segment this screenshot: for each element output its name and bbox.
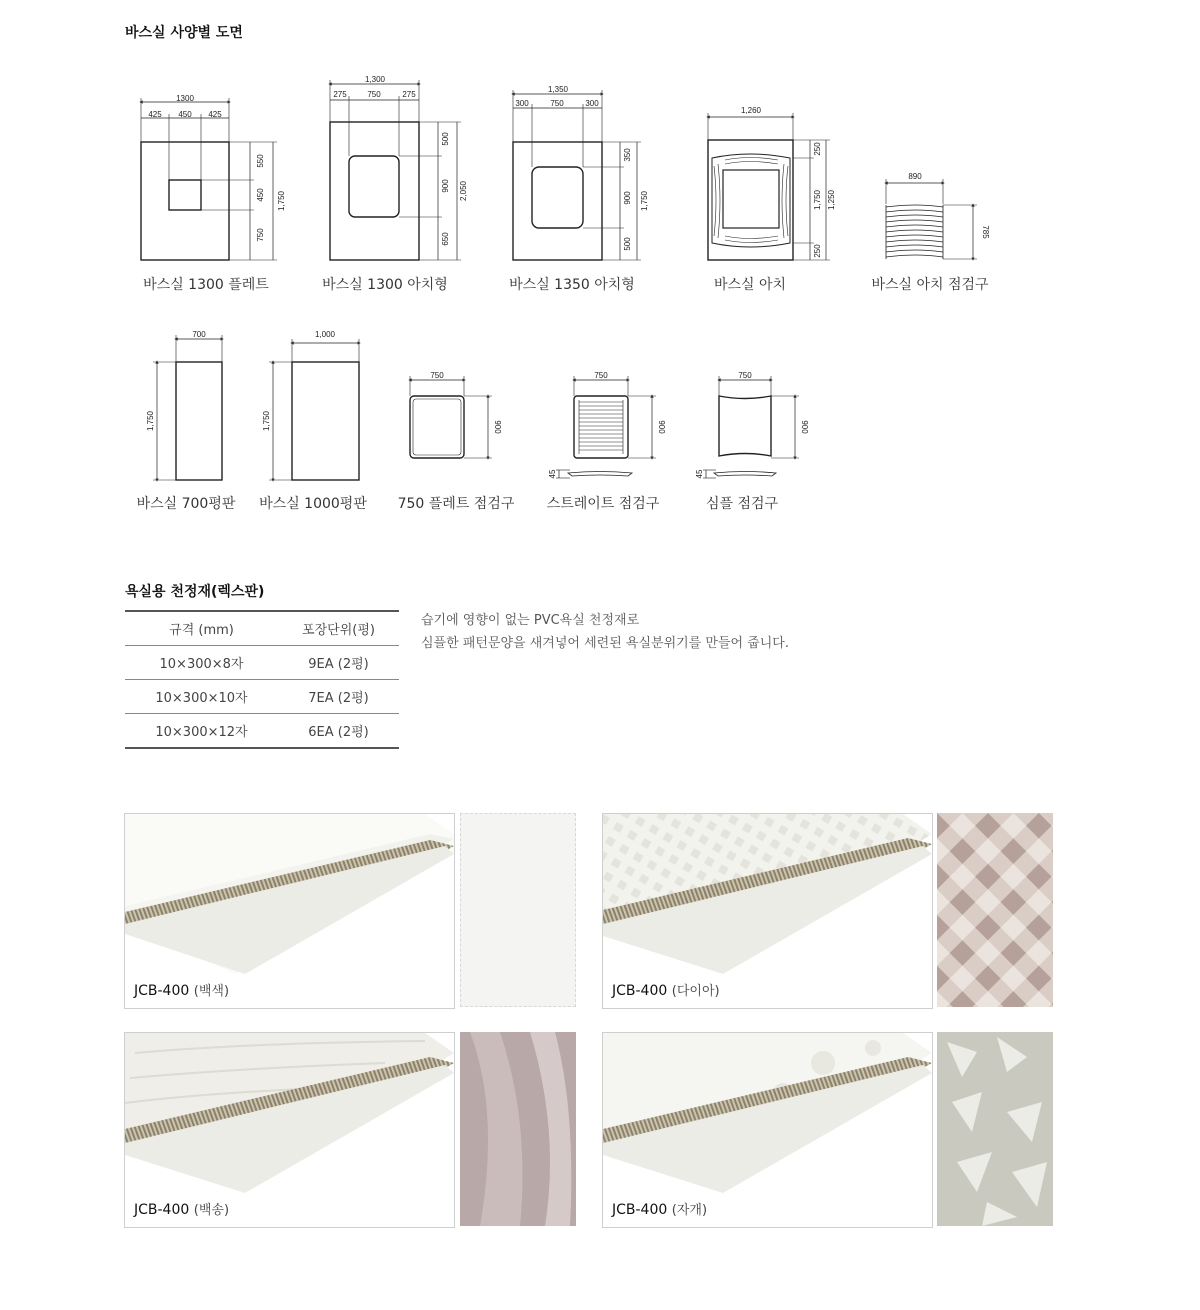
drawing-caption: 심플 점검구 bbox=[705, 496, 779, 512]
table-cell: 9EA (2평) bbox=[308, 657, 369, 672]
drawing-1000-panel bbox=[269, 339, 359, 480]
dim-label: 750 bbox=[550, 99, 564, 108]
table-row bbox=[125, 680, 399, 714]
swatch-diamond bbox=[937, 813, 1053, 1007]
product-card-pine bbox=[124, 1032, 455, 1228]
dim-label: 750 bbox=[430, 371, 444, 380]
swatch-white bbox=[460, 813, 576, 1007]
dim-label: 250 bbox=[813, 142, 822, 156]
dim-label: 890 bbox=[908, 172, 922, 181]
dim-label: 900 bbox=[657, 420, 666, 434]
dim-label: 650 bbox=[441, 232, 450, 246]
product-label bbox=[612, 1199, 707, 1218]
dim-label: 1,750 bbox=[640, 190, 649, 212]
drawing-caption: 바스실 1300 아치형 bbox=[322, 277, 448, 293]
dim-label: 300 bbox=[515, 99, 529, 108]
dim-label: 450 bbox=[256, 188, 265, 202]
dim-label: 1,300 bbox=[364, 75, 386, 84]
dim-label: 300 bbox=[585, 99, 599, 108]
dim-label: 750 bbox=[256, 228, 265, 242]
dim-label: 425 bbox=[208, 110, 222, 119]
product-variant: (백색) bbox=[193, 984, 230, 999]
dim-label: 275 bbox=[333, 90, 347, 99]
drawing-arch bbox=[708, 113, 830, 260]
swatch-pearl bbox=[937, 1032, 1053, 1226]
dim-label: 1,750 bbox=[146, 410, 155, 432]
dim-label: 750 bbox=[738, 371, 752, 380]
dim-label: 750 bbox=[367, 90, 381, 99]
description-line: 습기에 영향이 없는 PVC욕실 천정재로 bbox=[421, 613, 640, 628]
product-card-diamond bbox=[602, 813, 933, 1009]
drawing-caption: 바스실 1350 아치형 bbox=[509, 277, 635, 293]
dim-label: 900 bbox=[441, 179, 450, 193]
table-cell: 10×300×12자 bbox=[155, 725, 248, 740]
dim-label: 250 bbox=[813, 244, 822, 258]
drawing-caption: 바스실 1300 플레트 bbox=[143, 277, 269, 293]
product-card-pearl bbox=[602, 1032, 933, 1228]
product-variant: (자개) bbox=[671, 1203, 708, 1218]
product-label bbox=[134, 1199, 229, 1218]
panel-image bbox=[125, 814, 454, 1008]
dim-label: 1,260 bbox=[740, 106, 762, 115]
dim-label: 1,750 bbox=[813, 189, 822, 211]
panel-image bbox=[603, 814, 932, 1008]
dim-label: 900 bbox=[623, 191, 632, 205]
product-model: JCB-400 bbox=[134, 983, 190, 999]
description-line: 심플한 패턴문양을 새겨넣어 세련된 욕실분위기를 만들어 줍니다. bbox=[421, 636, 789, 651]
table-header: 규격 (mm) bbox=[169, 623, 234, 638]
drawing-750-flat-access bbox=[410, 376, 492, 458]
table-row bbox=[125, 714, 399, 749]
product-model: JCB-400 bbox=[134, 1202, 190, 1218]
dim-label: 2,050 bbox=[459, 180, 468, 202]
drawing-caption: 바스실 아치 점검구 bbox=[871, 277, 989, 293]
drawing-caption: 바스실 1000평판 bbox=[259, 496, 367, 512]
dim-label: 1,350 bbox=[547, 85, 569, 94]
product-label bbox=[134, 980, 229, 999]
table-row bbox=[125, 646, 399, 680]
dim-label: 1300 bbox=[176, 94, 194, 103]
product-model: JCB-400 bbox=[612, 983, 668, 999]
drawing-arch-access bbox=[886, 179, 977, 259]
dim-label: 450 bbox=[178, 110, 192, 119]
drawing-1350-arch bbox=[513, 90, 641, 260]
product-model: JCB-400 bbox=[612, 1202, 668, 1218]
dim-label: 1,750 bbox=[262, 410, 271, 432]
dim-label: 550 bbox=[256, 154, 265, 168]
drawing-straight-access bbox=[556, 376, 656, 478]
dim-label: 700 bbox=[192, 330, 206, 339]
table-cell: 10×300×10자 bbox=[155, 691, 248, 706]
product-variant: (백송) bbox=[193, 1203, 230, 1218]
panel-image bbox=[603, 1033, 932, 1227]
dim-label: 900 bbox=[800, 420, 809, 434]
dim-label: 500 bbox=[441, 132, 450, 146]
table-header-row bbox=[125, 611, 399, 646]
spec-table bbox=[125, 610, 399, 749]
product-variant: (다이아) bbox=[671, 984, 720, 999]
drawing-caption: 750 플레트 점검구 bbox=[397, 496, 515, 512]
dim-label: 45 bbox=[695, 469, 704, 479]
dim-label: 425 bbox=[148, 110, 162, 119]
section-title-drawings: 바스실 사양별 도면 bbox=[125, 25, 243, 41]
drawing-caption: 스트레이트 점검구 bbox=[546, 496, 660, 512]
section-title-ceiling: 욕실용 천정재(렉스판) bbox=[125, 584, 265, 600]
dim-label: 1,250 bbox=[827, 189, 836, 211]
dim-label: 45 bbox=[548, 469, 557, 479]
dim-label: 1,750 bbox=[277, 190, 286, 212]
product-card-white bbox=[124, 813, 455, 1009]
dim-label: 275 bbox=[402, 90, 416, 99]
drawing-caption: 바스실 아치 bbox=[713, 277, 787, 293]
panel-image bbox=[125, 1033, 454, 1227]
drawing-simple-access bbox=[703, 376, 799, 478]
table-header: 포장단위(평) bbox=[302, 623, 375, 638]
dim-label: 350 bbox=[623, 148, 632, 162]
dim-label: 750 bbox=[594, 371, 608, 380]
table-cell: 7EA (2평) bbox=[308, 691, 369, 706]
table-cell: 6EA (2평) bbox=[308, 725, 369, 740]
dim-label: 500 bbox=[623, 237, 632, 251]
swatch-pine bbox=[460, 1032, 576, 1226]
product-label bbox=[612, 980, 720, 999]
drawing-caption: 바스실 700평판 bbox=[136, 496, 236, 512]
product-description bbox=[421, 609, 789, 655]
table-cell: 10×300×8자 bbox=[159, 657, 244, 672]
dim-label: 785 bbox=[981, 225, 990, 239]
drawing-700-panel bbox=[153, 335, 222, 480]
dim-label: 1,000 bbox=[314, 330, 336, 339]
dim-label: 900 bbox=[493, 420, 502, 434]
